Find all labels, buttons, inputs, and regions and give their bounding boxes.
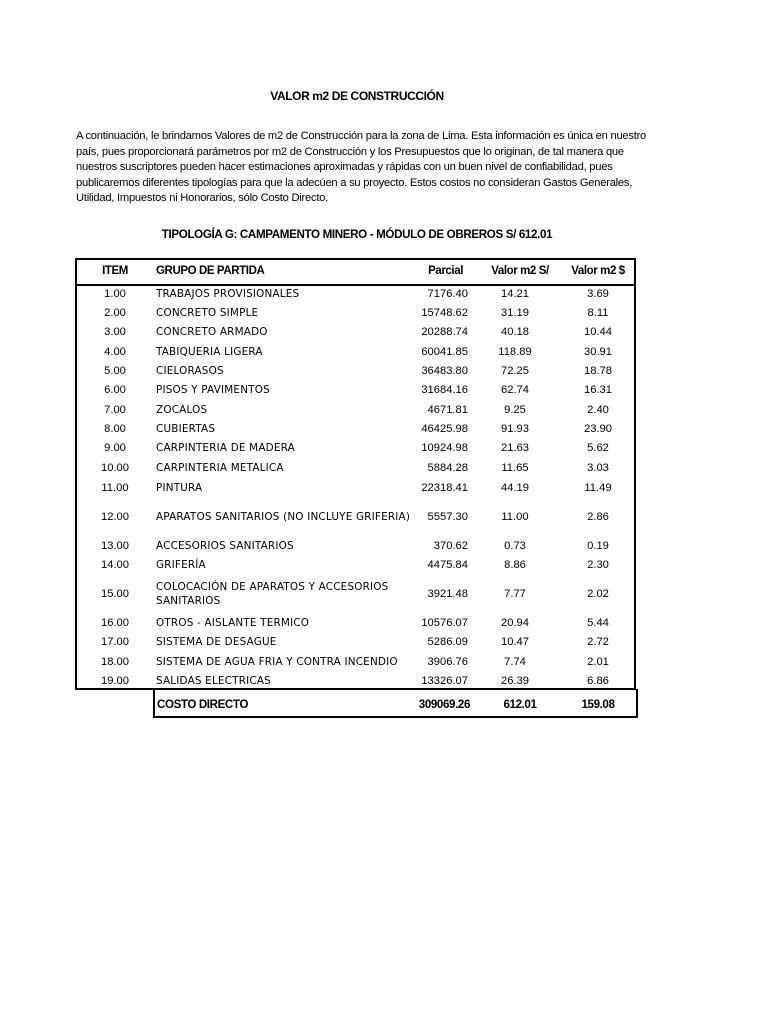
- row-valor-soles: 118.89: [498, 345, 532, 358]
- header-valor-soles: Valor m2 S/: [491, 265, 549, 277]
- row-grupo: OTROS - AISLANTE TERMICO: [156, 616, 310, 629]
- row-parcial: 46425.98: [421, 422, 468, 435]
- row-parcial: 31684.16: [421, 383, 468, 396]
- row-parcial: 22318.41: [421, 481, 468, 494]
- row-valor-dolares: 2.86: [587, 510, 609, 523]
- row-grupo: SALIDAS ELECTRICAS: [156, 674, 271, 687]
- row-item: 15.00: [101, 587, 129, 600]
- row-valor-dolares: 5.44: [587, 616, 609, 629]
- row-grupo: GRIFERÍA: [156, 558, 206, 571]
- row-valor-dolares: 2.01: [587, 655, 609, 668]
- row-grupo: CARPINTERIA METALICA: [156, 461, 284, 474]
- page-title: VALOR m2 DE CONSTRUCCIÓN: [270, 89, 444, 103]
- row-valor-dolares: 23.90: [584, 422, 612, 435]
- row-item: 7.00: [104, 403, 126, 416]
- row-item: 18.00: [101, 655, 129, 668]
- row-valor-soles: 9.25: [504, 403, 526, 416]
- row-valor-dolares: 2.02: [587, 587, 609, 600]
- row-grupo: TABIQUERIA LIGERA: [156, 345, 263, 358]
- row-parcial: 10576.07: [421, 616, 468, 629]
- row-parcial: 5884.28: [427, 461, 468, 474]
- row-grupo: PINTURA: [156, 481, 203, 494]
- row-valor-soles: 31.19: [501, 306, 529, 319]
- row-valor-soles: 91.93: [501, 422, 529, 435]
- total-parcial: 309069.26: [418, 698, 470, 711]
- row-grupo: COLOCACIÓN DE APARATOS Y ACCESORIOS SANITARIOS: [156, 581, 389, 607]
- row-item: 8.00: [104, 422, 126, 435]
- row-item: 13.00: [101, 539, 129, 552]
- row-grupo: PISOS Y PAVIMENTOS: [156, 383, 270, 396]
- row-grupo: CUBIERTAS: [156, 422, 216, 435]
- row-valor-soles: 62.74: [501, 383, 529, 396]
- row-parcial: 7176.40: [427, 287, 468, 300]
- row-grupo: TRABAJOS PROVISIONALES: [156, 287, 300, 300]
- row-valor-dolares: 2.30: [587, 558, 609, 571]
- row-grupo: APARATOS SANITARIOS (NO INCLUYE GRIFERIA): [156, 510, 411, 523]
- row-valor-soles: 72.25: [501, 364, 529, 377]
- header-divider: [75, 284, 636, 286]
- row-valor-dolares: 8.11: [587, 306, 609, 319]
- row-parcial: 10924.98: [421, 441, 468, 454]
- row-item: 4.00: [104, 345, 126, 358]
- total-valor-dolares: 159.08: [581, 698, 615, 711]
- row-item: 5.00: [104, 364, 126, 377]
- row-parcial: 5286.09: [427, 635, 468, 648]
- row-valor-soles: 20.94: [501, 616, 529, 629]
- row-item: 16.00: [101, 616, 129, 629]
- header-grupo: GRUPO DE PARTIDA: [156, 265, 265, 277]
- row-valor-dolares: 10.44: [584, 325, 612, 338]
- row-parcial: 5557.30: [427, 510, 468, 523]
- row-parcial: 370.62: [433, 539, 468, 552]
- row-item: 1.00: [104, 287, 126, 300]
- row-item: 10.00: [101, 461, 129, 474]
- row-item: 3.00: [104, 325, 126, 338]
- row-grupo: CONCRETO SIMPLE: [156, 306, 259, 319]
- intro-line: nuestros suscriptores pueden hacer estimaciones aproximadas y rápidas con un buen nivel de confiabilidad, pues: [76, 161, 613, 174]
- header-valor-dolares: Valor m2 $: [571, 265, 625, 277]
- row-parcial: 4671.81: [427, 403, 468, 416]
- row-valor-soles: 7.77: [504, 587, 526, 600]
- row-valor-dolares: 0.19: [587, 539, 609, 552]
- row-valor-dolares: 5.62: [587, 441, 609, 454]
- row-valor-soles: 44.19: [501, 481, 529, 494]
- row-parcial: 4475.84: [427, 558, 468, 571]
- intro-paragraph: [76, 129, 646, 207]
- row-valor-dolares: 18.78: [584, 364, 612, 377]
- row-valor-dolares: 16.31: [584, 383, 612, 396]
- row-grupo: SISTEMA DE DESAGUE: [156, 635, 277, 648]
- row-valor-dolares: 6.86: [587, 674, 609, 687]
- intro-line: Utilidad, Impuestos ni Honorarios, sólo Costo Directo.: [76, 192, 329, 205]
- row-item: 6.00: [104, 383, 126, 396]
- row-parcial: 3921.48: [427, 587, 468, 600]
- row-grupo: SISTEMA DE AGUA FRIA Y CONTRA INCENDIO: [156, 655, 398, 668]
- row-grupo: ZOCALOS: [156, 403, 208, 416]
- total-label: COSTO DIRECTO: [157, 698, 248, 711]
- row-grupo: CIELORASOS: [156, 364, 224, 377]
- row-parcial: 15748.62: [421, 306, 468, 319]
- row-valor-dolares: 3.69: [587, 287, 609, 300]
- row-grupo: CONCRETO ARMADO: [156, 325, 268, 338]
- row-item: 14.00: [101, 558, 129, 571]
- row-valor-soles: 14.21: [501, 287, 529, 300]
- intro-line: país, pues proporcionará parámetros por m2 de Construcción y los Presupuestos que lo originan, de tal manera que: [76, 145, 624, 158]
- row-parcial: 60041.85: [421, 345, 468, 358]
- row-valor-dolares: 3.03: [587, 461, 609, 474]
- row-parcial: 3906.76: [427, 655, 468, 668]
- row-valor-dolares: 11.49: [584, 481, 612, 494]
- row-valor-soles: 11.00: [501, 510, 529, 523]
- row-valor-soles: 26.39: [501, 674, 529, 687]
- row-item: 2.00: [104, 306, 126, 319]
- header-item: ITEM: [102, 265, 128, 277]
- intro-line: publicaremos diferentes tipologías para que la adecúen a su proyecto. Estos costos no consideran Gastos Generales,: [76, 176, 633, 189]
- intro-line: A continuación, le brindamos Valores de m2 de Construcción para la zona de Lima. Esta información es única en nuestro: [76, 130, 647, 142]
- row-parcial: 20288.74: [421, 325, 468, 338]
- typology-subtitle: TIPOLOGÍA G: CAMPAMENTO MINERO - MÓDULO DE OBREROS S/ 612.01: [161, 228, 553, 241]
- row-item: 9.00: [104, 441, 126, 454]
- row-valor-soles: 21.63: [501, 441, 529, 454]
- row-item: 11.00: [101, 481, 129, 494]
- row-valor-soles: 8.86: [504, 558, 526, 571]
- row-grupo: ACCESORIOS SANITARIOS: [156, 539, 294, 552]
- row-valor-soles: 11.65: [501, 461, 529, 474]
- row-valor-dolares: 2.72: [587, 635, 609, 648]
- total-valor-soles: 612.01: [503, 698, 537, 711]
- row-item: 12.00: [101, 510, 129, 523]
- header-parcial: Parcial: [428, 265, 463, 277]
- row-parcial: 13326.07: [421, 674, 468, 687]
- row-valor-soles: 10.47: [501, 635, 529, 648]
- row-item: 19.00: [101, 674, 129, 687]
- row-parcial: 36483.80: [421, 364, 468, 377]
- row-item: 17.00: [101, 635, 129, 648]
- row-valor-soles: 7.74: [504, 655, 526, 668]
- row-valor-soles: 40.18: [501, 325, 529, 338]
- row-valor-dolares: 2.40: [587, 403, 609, 416]
- row-valor-soles: 0.73: [504, 539, 526, 552]
- row-valor-dolares: 30.91: [584, 345, 612, 358]
- row-grupo: CARPINTERIA DE MADERA: [156, 441, 295, 454]
